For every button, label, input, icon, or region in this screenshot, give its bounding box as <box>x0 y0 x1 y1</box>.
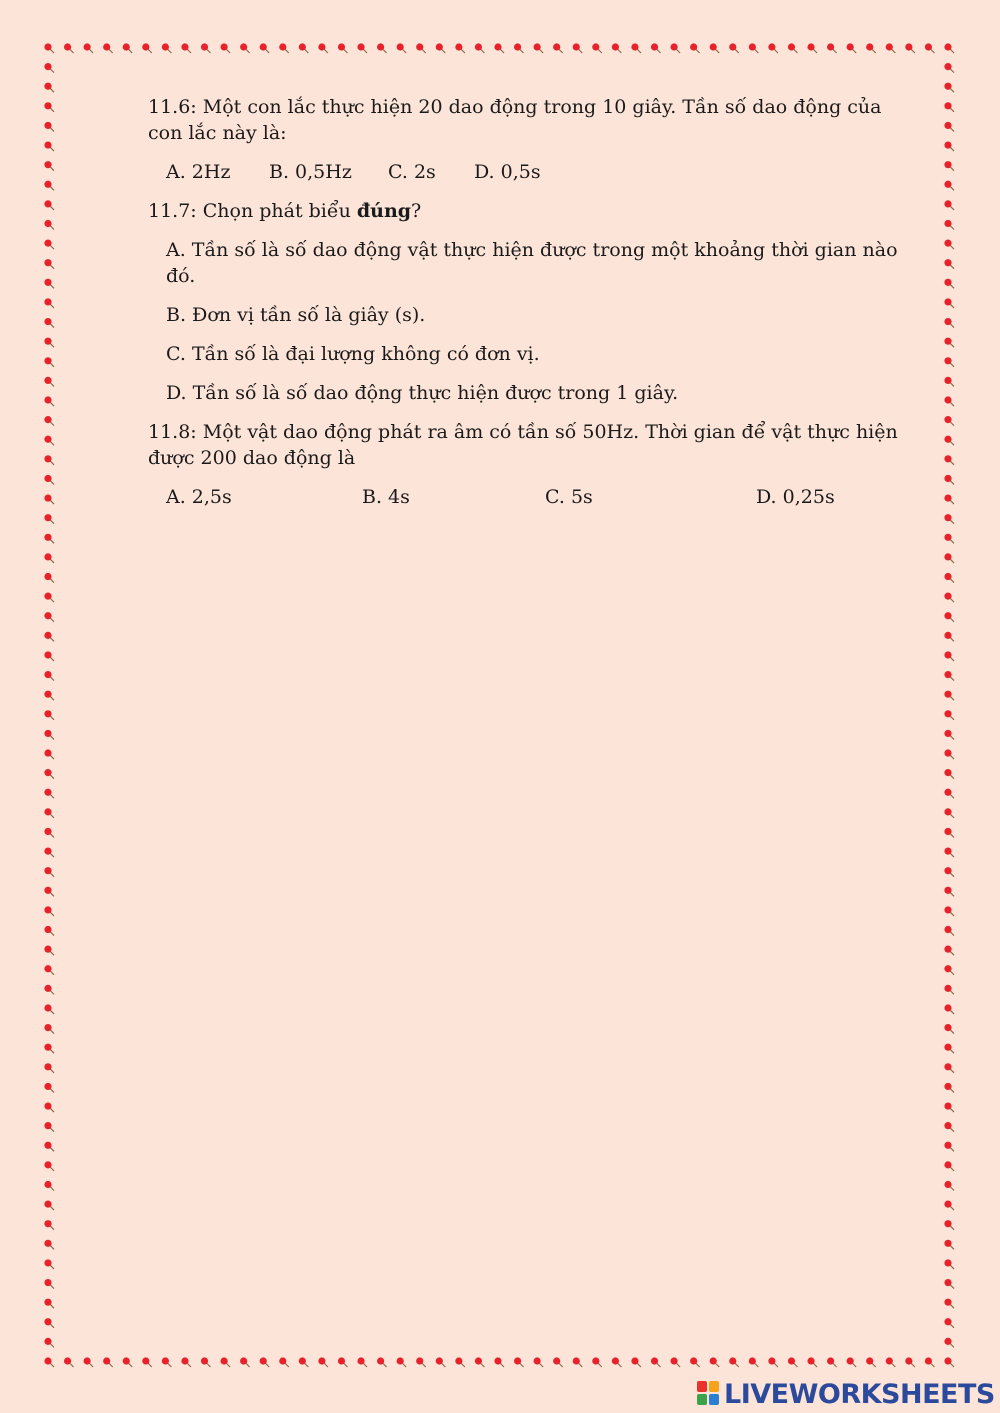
pin-dot <box>44 1299 54 1309</box>
pin-dot <box>494 1357 504 1367</box>
pin-dot <box>44 946 54 956</box>
pin-dot <box>103 43 113 53</box>
pin-dot <box>44 828 54 838</box>
pin-dot <box>44 1259 54 1269</box>
pin-dot <box>944 494 954 504</box>
pin-dot <box>397 43 407 53</box>
pin-dot <box>299 1357 309 1367</box>
pin-dot <box>690 1357 700 1367</box>
option-b: B. Đơn vị tần số là giây (s). <box>166 304 426 326</box>
pin-dot <box>670 1357 680 1367</box>
option-b: B. 0,5Hz <box>269 161 352 183</box>
pin-dot <box>44 279 54 289</box>
pin-dot <box>944 1201 954 1211</box>
pin-dot <box>788 1357 798 1367</box>
pin-dot <box>944 926 954 936</box>
pin-dot <box>44 338 54 348</box>
pin-dot <box>866 43 876 53</box>
question-11-8: 11.8: Một vật dao động phát ra âm có tần số 50Hz. Thời gian để vật thực hiện được 200 dao động là <box>148 421 898 469</box>
pin-dot <box>944 867 954 877</box>
pin-dot <box>944 632 954 642</box>
pin-dot <box>220 43 230 53</box>
pin-dot <box>592 43 602 53</box>
pin-dot <box>944 436 954 446</box>
pin-dot <box>44 1102 54 1112</box>
pin-dot <box>944 396 954 406</box>
pin-dot <box>240 1357 250 1367</box>
pin-dot <box>905 43 915 53</box>
pin-dot <box>925 1357 935 1367</box>
pin-dot <box>44 200 54 210</box>
pin-dot <box>944 1259 954 1269</box>
pin-dot <box>201 1357 211 1367</box>
pin-dot <box>475 1357 485 1367</box>
pin-dot <box>44 83 54 93</box>
pin-dot <box>44 789 54 799</box>
question-11-6-options <box>166 159 908 185</box>
pin-dot <box>944 710 954 720</box>
pin-dot <box>944 985 954 995</box>
pin-dot <box>436 1357 446 1367</box>
pin-dot <box>514 43 524 53</box>
worksheet-content <box>148 94 908 510</box>
pin-dot <box>514 1357 524 1367</box>
pin-dot <box>279 43 289 53</box>
pin-dot <box>357 1357 367 1367</box>
pin-dot <box>944 475 954 485</box>
pin-dot <box>768 43 778 53</box>
pin-dot <box>44 1357 54 1367</box>
pin-dot <box>553 43 563 53</box>
pin-dot <box>44 161 54 171</box>
pin-dot <box>44 318 54 328</box>
pin-dot <box>710 43 720 53</box>
pin-dot <box>44 377 54 387</box>
pin-dot <box>44 1122 54 1132</box>
pin-dot <box>827 43 837 53</box>
pin-dot <box>944 1004 954 1014</box>
pin-dot <box>318 43 328 53</box>
pin-dot <box>162 43 172 53</box>
pin-dot <box>612 43 622 53</box>
pin-dot <box>181 43 191 53</box>
pin-dot <box>338 43 348 53</box>
pin-dot <box>44 122 54 132</box>
pin-dot <box>44 1083 54 1093</box>
pin-dot <box>44 63 54 73</box>
pin-dot <box>886 43 896 53</box>
pin-dot <box>44 985 54 995</box>
pin-dot <box>944 200 954 210</box>
pin-dot <box>612 1357 622 1367</box>
pin-dot <box>64 43 74 53</box>
pin-dot <box>944 1318 954 1328</box>
pin-dot <box>534 1357 544 1367</box>
pin-dot <box>44 298 54 308</box>
pin-dot <box>944 730 954 740</box>
pin-dot <box>44 357 54 367</box>
pin-dot <box>749 43 759 53</box>
pin-dot <box>592 1357 602 1367</box>
pin-dot <box>886 1357 896 1367</box>
pin-dot <box>338 1357 348 1367</box>
pin-dot <box>866 1357 876 1367</box>
pin-dot <box>44 1161 54 1171</box>
pin-dot <box>44 1063 54 1073</box>
pin-dot <box>768 1357 778 1367</box>
pin-dot <box>44 102 54 112</box>
pin-dot <box>240 43 250 53</box>
pin-dot <box>573 43 583 53</box>
pin-dot <box>944 1083 954 1093</box>
liveworksheets-logo <box>697 1378 995 1410</box>
pin-dot <box>944 1142 954 1152</box>
pin-dot <box>944 1063 954 1073</box>
pin-dot <box>944 377 954 387</box>
pin-dot <box>944 808 954 818</box>
pin-dot <box>181 1357 191 1367</box>
pin-dot <box>64 1357 74 1367</box>
option-d: D. 0,25s <box>756 486 835 508</box>
pin-dot <box>318 1357 328 1367</box>
pin-dot <box>944 1161 954 1171</box>
pin-dot <box>807 43 817 53</box>
pin-dot <box>944 279 954 289</box>
option-d: D. 0,5s <box>474 161 541 183</box>
pin-dot <box>142 1357 152 1367</box>
pin-dot <box>944 1279 954 1289</box>
pin-dot <box>925 43 935 53</box>
pin-dot <box>44 141 54 151</box>
pin-dot <box>944 612 954 622</box>
pin-dot <box>944 298 954 308</box>
pin-dot <box>710 1357 720 1367</box>
pin-dot <box>44 710 54 720</box>
pin-dot <box>299 43 309 53</box>
pin-dot <box>944 43 954 53</box>
pin-dot <box>573 1357 583 1367</box>
pin-dot <box>44 691 54 701</box>
pin-dot <box>788 43 798 53</box>
pin-dot <box>944 416 954 426</box>
pin-dot <box>357 43 367 53</box>
emphasis-correct: đúng <box>356 200 412 222</box>
pin-dot <box>944 141 954 151</box>
option-b: B. 4s <box>362 486 410 508</box>
pin-dot <box>944 593 954 603</box>
pin-dot <box>44 612 54 622</box>
pin-dot <box>44 475 54 485</box>
pin-dot <box>201 43 211 53</box>
option-c: C. 5s <box>545 486 593 508</box>
pin-dot <box>44 240 54 250</box>
pin-dot <box>44 1004 54 1014</box>
pin-dot <box>44 1024 54 1034</box>
pin-dot <box>944 1122 954 1132</box>
pin-dot <box>44 220 54 230</box>
pin-dot <box>944 965 954 975</box>
pin-dot <box>631 43 641 53</box>
pin-dot <box>534 43 544 53</box>
pin-dot <box>944 1044 954 1054</box>
option-d: D. Tần số là số dao động thực hiện được trong 1 giây. <box>166 382 679 404</box>
pin-dot <box>944 1240 954 1250</box>
pin-dot <box>377 43 387 53</box>
pin-dot <box>944 1181 954 1191</box>
pin-dot <box>44 730 54 740</box>
pin-dot <box>944 1357 954 1367</box>
pin-dot <box>44 494 54 504</box>
pin-dot <box>944 691 954 701</box>
pin-dot <box>944 240 954 250</box>
pin-dot <box>944 83 954 93</box>
pin-dot <box>44 1201 54 1211</box>
pin-dot <box>944 534 954 544</box>
pin-dot <box>416 1357 426 1367</box>
question-11-8-options <box>166 484 908 510</box>
pin-dot <box>944 181 954 191</box>
pin-dot <box>553 1357 563 1367</box>
pin-dot <box>44 847 54 857</box>
pin-dot <box>944 455 954 465</box>
pin-dot <box>670 43 680 53</box>
pin-dot <box>44 573 54 583</box>
pin-dot <box>944 1220 954 1230</box>
pin-dot <box>397 1357 407 1367</box>
pin-dot <box>631 1357 641 1367</box>
pin-dot <box>944 789 954 799</box>
logo-mark-icon <box>697 1381 721 1407</box>
pin-dot <box>260 1357 270 1367</box>
pin-dot <box>44 1338 54 1348</box>
pin-dot <box>44 1220 54 1230</box>
option-a: A. Tần số là số dao động vật thực hiện được trong một khoảng thời gian nào đó. <box>166 239 898 287</box>
pin-dot <box>944 102 954 112</box>
pin-dot <box>944 553 954 563</box>
pin-dot <box>44 534 54 544</box>
pin-dot <box>162 1357 172 1367</box>
pin-dot <box>84 43 94 53</box>
pin-dot <box>807 1357 817 1367</box>
pin-dot <box>44 632 54 642</box>
pin-dot <box>44 651 54 661</box>
pin-dot <box>260 43 270 53</box>
logo-text: LIVEWORKSHEETS <box>724 1378 995 1410</box>
pin-dot <box>44 593 54 603</box>
pin-dot <box>944 1102 954 1112</box>
pin-dot <box>44 671 54 681</box>
pin-dot <box>944 1024 954 1034</box>
pin-dot <box>944 63 954 73</box>
pin-dot <box>44 887 54 897</box>
pin-dot <box>944 259 954 269</box>
pin-dot <box>944 749 954 759</box>
pin-dot <box>729 43 739 53</box>
pin-dot <box>690 43 700 53</box>
pin-dot <box>44 181 54 191</box>
pin-dot <box>44 1279 54 1289</box>
pin-dot <box>377 1357 387 1367</box>
pin-dot <box>905 1357 915 1367</box>
pin-dot <box>44 514 54 524</box>
pin-dot <box>651 43 661 53</box>
option-c: C. Tần số là đại lượng không có đơn vị. <box>166 343 540 365</box>
pin-dot <box>44 749 54 759</box>
question-11-6: 11.6: Một con lắc thực hiện 20 dao động trong 10 giây. Tần số dao động của con lắc này là: <box>148 96 882 144</box>
pin-dot <box>944 161 954 171</box>
pin-dot <box>944 671 954 681</box>
pin-dot <box>44 1044 54 1054</box>
pin-dot <box>494 43 504 53</box>
pin-dot <box>827 1357 837 1367</box>
question-11-7: 11.7: Chọn phát biểu đúng? <box>148 200 422 222</box>
pin-dot <box>44 396 54 406</box>
pin-dot <box>44 553 54 563</box>
option-a: A. 2,5s <box>166 486 232 508</box>
pin-dot <box>103 1357 113 1367</box>
pin-dot <box>44 965 54 975</box>
pin-dot <box>44 1318 54 1328</box>
pin-dot <box>944 318 954 328</box>
pin-dot <box>44 436 54 446</box>
pin-dot <box>847 1357 857 1367</box>
pin-dot <box>944 514 954 524</box>
pin-dot <box>729 1357 739 1367</box>
pin-dot <box>44 455 54 465</box>
pin-dot <box>651 1357 661 1367</box>
pin-dot <box>475 43 485 53</box>
pin-dot <box>84 1357 94 1367</box>
pin-dot <box>279 1357 289 1367</box>
pin-dot <box>123 43 133 53</box>
pin-dot <box>44 416 54 426</box>
pin-dot <box>944 651 954 661</box>
pin-dot <box>847 43 857 53</box>
pin-dot <box>142 43 152 53</box>
pin-dot <box>220 1357 230 1367</box>
pin-dot <box>944 1299 954 1309</box>
pin-dot <box>944 1338 954 1348</box>
pin-dot <box>455 43 465 53</box>
pin-dot <box>455 1357 465 1367</box>
pin-dot <box>944 769 954 779</box>
pin-dot <box>944 220 954 230</box>
pin-dot <box>944 573 954 583</box>
pin-dot <box>44 808 54 818</box>
pin-dot <box>944 906 954 916</box>
pin-dot <box>44 769 54 779</box>
pin-dot <box>44 43 54 53</box>
pin-dot <box>436 43 446 53</box>
pin-dot <box>123 1357 133 1367</box>
pin-dot <box>944 122 954 132</box>
pin-dot <box>944 357 954 367</box>
pin-dot <box>44 926 54 936</box>
option-a: A. 2Hz <box>166 161 231 183</box>
pin-dot <box>44 1142 54 1152</box>
pin-dot <box>944 946 954 956</box>
pin-dot <box>44 259 54 269</box>
pin-dot <box>44 1240 54 1250</box>
pin-dot <box>944 887 954 897</box>
pin-dot <box>44 906 54 916</box>
pin-dot <box>44 867 54 877</box>
pin-dot <box>944 847 954 857</box>
pin-dot <box>44 1181 54 1191</box>
pin-dot <box>944 338 954 348</box>
option-c: C. 2s <box>388 161 436 183</box>
pin-dot <box>944 828 954 838</box>
pin-dot <box>749 1357 759 1367</box>
pin-dot <box>416 43 426 53</box>
